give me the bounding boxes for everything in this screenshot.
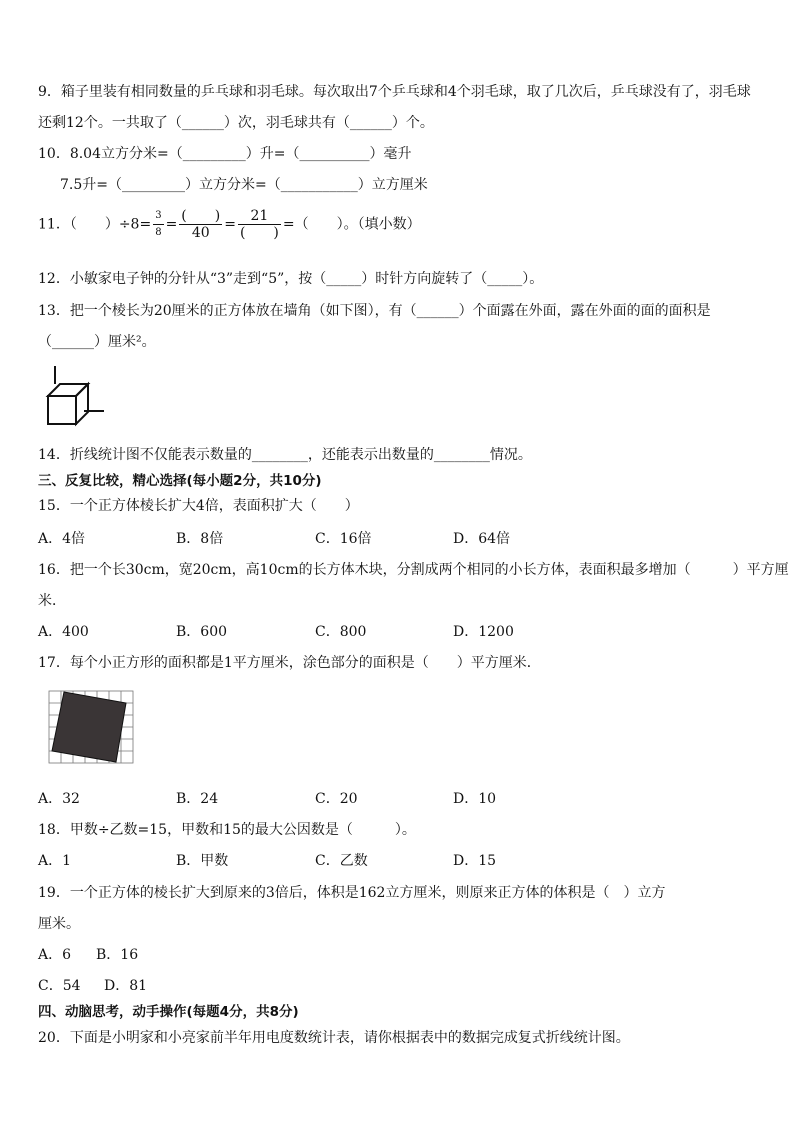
q17-option-b: B．24 xyxy=(176,791,219,807)
q15-text: 15．一个正方体棱长扩大4倍，表面积扩大（ ） xyxy=(38,498,359,514)
q19-option-b: B．16 xyxy=(96,947,139,963)
q9-line1: 9．箱子里装有相同数量的乒乓球和羽毛球。每次取出7个乒乓球和4个羽毛球，取了几次后，乒乓球没有了，羽毛球 xyxy=(38,84,751,100)
q19-line1: 19．一个正方体的棱长扩大到原来的3倍后，体积是162立方厘米，则原来正方体的体积是（ ）立方 xyxy=(38,885,666,901)
q16-line1: 16．把一个长30cm，宽20cm，高10cm的长方体木块，分割成两个相同的小长方体，表面积最多增加（ ）平方厘 xyxy=(38,562,789,578)
q13-line2: （______）厘米²。 xyxy=(38,334,156,350)
q19-option-c: C．54 xyxy=(38,978,81,994)
fraction-21-blank: $\frac{21}{( )}$ xyxy=(239,208,279,241)
q15-option-a: A．4倍 xyxy=(38,531,86,547)
q17-option-a: A．32 xyxy=(38,791,80,807)
q18-option-c: C．乙数 xyxy=(315,853,368,869)
q11-prefix: 11．（ ）÷8= xyxy=(38,216,152,233)
q11-line: 11．（ ）÷8= $\frac{3}{8}$ = $\frac{( )}{40}$ = $\frac{21}{( )}$ =（ ）。（填小数） xyxy=(38,208,421,241)
section-4-title: 四、动脑思考，动手操作(每题4分，共8分) xyxy=(38,1004,299,1020)
q16-option-d: D．1200 xyxy=(453,624,514,640)
q9-line2: 还剩12个。一共取了（______）次，羽毛球共有（______）个。 xyxy=(38,115,434,131)
q17-option-d: D．10 xyxy=(453,791,497,807)
q18-option-a: A．1 xyxy=(38,853,72,869)
cube-corner-figure xyxy=(40,362,106,428)
section-3-title: 三、反复比较，精心选择(每小题2分，共10分) xyxy=(38,473,322,489)
q10-line2: 7.5升=（_________）立方分米=（___________）立方厘米 xyxy=(60,177,428,193)
q16-option-b: B．600 xyxy=(176,624,228,640)
q13-line1: 13．把一个棱长为20厘米的正方体放在墙角（如下图），有（______）个面露在外面，露在外面的面的面积是 xyxy=(38,303,711,319)
q19-option-a: A．6 xyxy=(38,947,72,963)
q16-option-c: C．800 xyxy=(315,624,367,640)
q16-option-a: A．400 xyxy=(38,624,89,640)
q11-suffix: =（ ）。（填小数） xyxy=(282,216,421,233)
q20-text: 20．下面是小明家和小亮家前半年用电度数统计表，请你根据表中的数据完成复式折线统计图。 xyxy=(38,1030,630,1046)
q15-option-d: D．64倍 xyxy=(453,531,511,547)
q17-text: 17．每个小正方形的面积都是1平方厘米，涂色部分的面积是（ ）平方厘米． xyxy=(38,655,541,671)
fraction-3-8: $\frac{3}{8}$ xyxy=(155,210,162,238)
shaded-square-grid-figure xyxy=(48,690,134,766)
q18-option-b: B．甲数 xyxy=(176,853,229,869)
q12-text: 12．小敏家电子钟的分针从“3”走到“5”，按（_____）时针方向旋转了（_____）。 xyxy=(38,271,544,287)
q15-option-c: C．16倍 xyxy=(315,531,372,547)
q18-option-d: D．15 xyxy=(453,853,497,869)
q16-line2: 米． xyxy=(38,593,66,609)
fraction-blank-40: $\frac{( )}{40}$ xyxy=(181,208,221,241)
q14-text: 14．折线统计图不仅能表示数量的________，还能表示出数量的________情况。 xyxy=(38,447,532,463)
q19-option-d: D．81 xyxy=(104,978,148,994)
q19-line2: 厘米。 xyxy=(38,916,80,932)
q10-line1: 10．8.04立方分米=（_________）升=（__________）毫升 xyxy=(38,146,412,162)
q15-option-b: B．8倍 xyxy=(176,531,224,547)
q17-option-c: C．20 xyxy=(315,791,358,807)
q18-text: 18．甲数÷乙数=15，甲数和15的最大公因数是（ ）。 xyxy=(38,822,416,838)
